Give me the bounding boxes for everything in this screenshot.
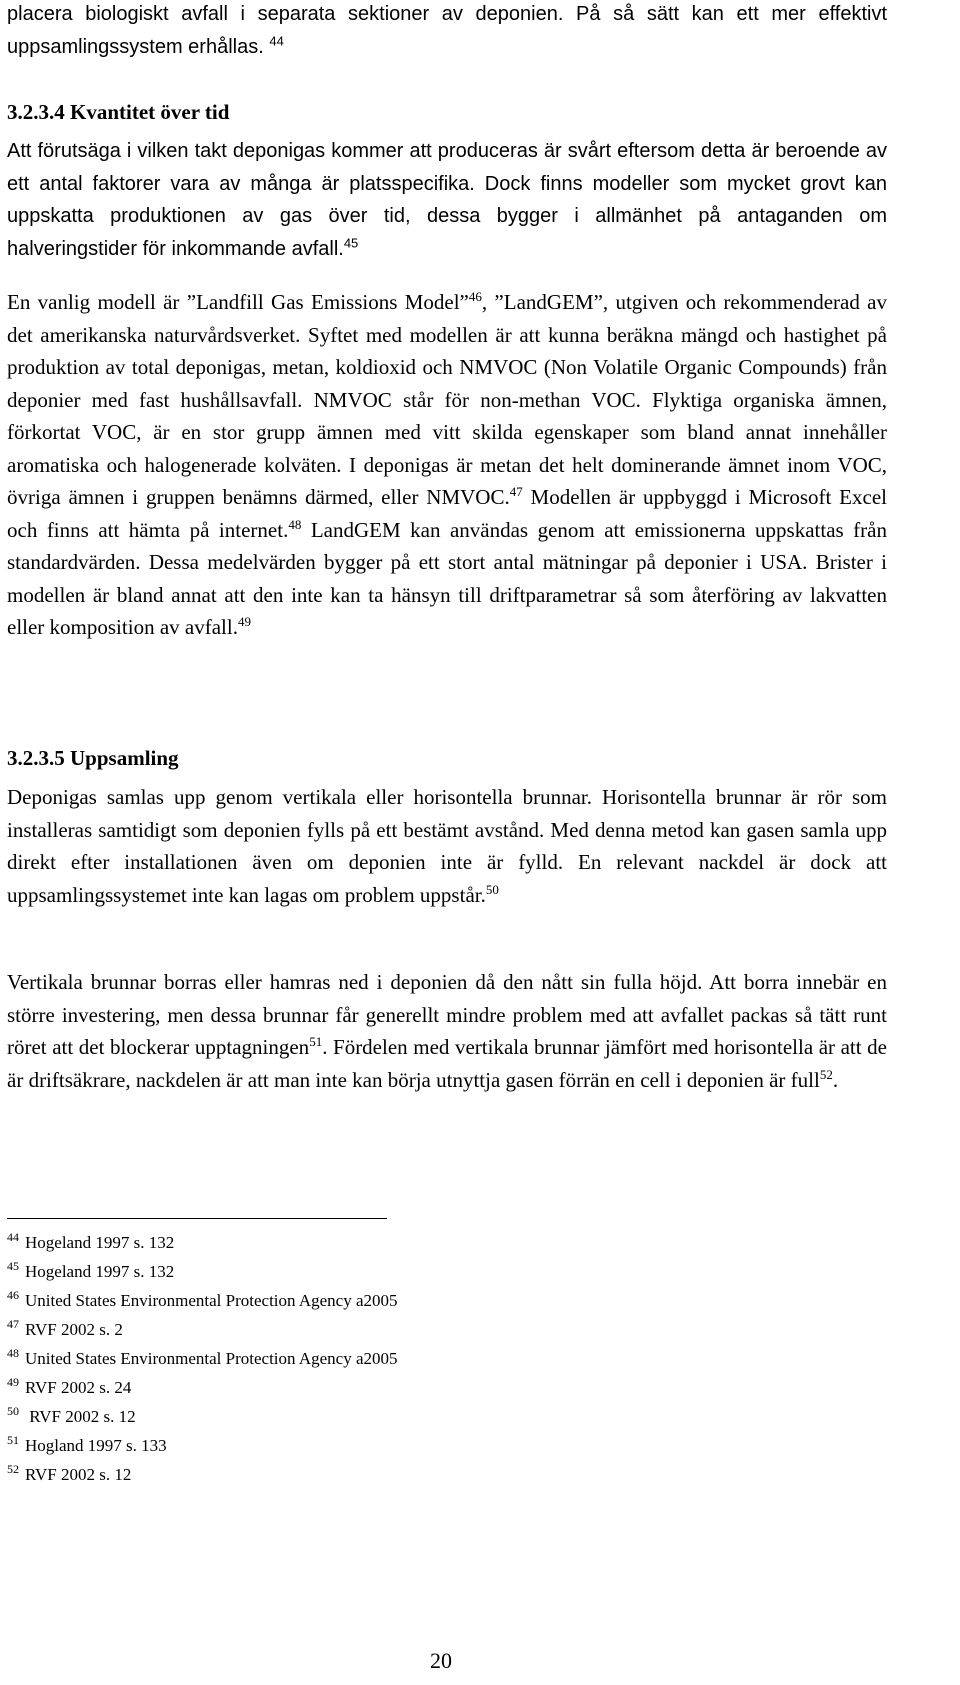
- footnote-ref[interactable]: 46: [468, 289, 482, 304]
- footnote-number: 49: [7, 1375, 19, 1390]
- footnote-number: 45: [7, 1259, 19, 1274]
- footnote-item: $^{45}$ Hogeland 1997 s. 132: [7, 1259, 175, 1281]
- footnote-item: $^{49}$ RVF 2002 s. 24: [7, 1375, 132, 1397]
- footnote-item: $^{51}$ Hogland 1997 s. 133: [7, 1433, 167, 1455]
- footnote-number: 47: [7, 1317, 19, 1332]
- section-heading-kvantitet: 3.2.3.4 Kvantitet över tid: [7, 100, 230, 124]
- uppsamling-paragraph-2: Vertikala brunnar borras eller hamras ned i deponien då den nått sin fulla höjd. Att borra innebär en större investering, men dessa brunnar får generellt mindre problem med att avfallet packas så tätt runt röret att det blockerar upptagningen$^{51}$. Fördelen med vertikala brunnar jämfört med horisontella är att de är driftsäkrare, nackdelen är att man inte kan börja utnyttja gasen förrän en cell i deponien är full$^{52}$.: [7, 970, 887, 1092]
- footnote-number: 50: [7, 1404, 19, 1419]
- footnote-ref[interactable]: 51: [309, 1034, 323, 1049]
- footnotes-list: [7, 1228, 398, 1489]
- footnote-item: $^{46}$ United States Environmental Protection Agency a2005: [7, 1288, 398, 1310]
- footnote-ref[interactable]: 45: [343, 234, 359, 250]
- footnote-number: 46: [7, 1288, 19, 1303]
- kvantitet-paragraph-1: Att förutsäga i vilken takt deponigas kommer att produceras är svårt eftersom detta är beroende av ett antal faktorer vara av många är platsspecifika. Dock finns modeller som mycket grovt kan uppskatta produktionen av gas över tid, dessa bygger i allmänhet på antaganden om halveringstider för inkommande avfall.$^{45}$: [7, 140, 887, 260]
- footnote-ref[interactable]: 48: [288, 516, 302, 532]
- footnote-item: $^{48}$ United States Environmental Protection Agency a2005: [7, 1346, 398, 1368]
- footnote-item: $^{47}$ RVF 2002 s. 2: [7, 1317, 123, 1339]
- uppsamling-paragraph-1: Deponigas samlas upp genom vertikala eller horisontella brunnar. Horisontella brunnar är rör som installeras samtidigt som deponien fylls på ett bestämt avstånd. Med denna metod kan gasen samla upp direkt efter installationen även om deponien inte är fylld. En relevant nackdel är dock att uppsamlingssystemet inte kan lagas om problem uppstår.$^{50}$: [7, 785, 887, 907]
- page-number: 20: [430, 1648, 452, 1673]
- footnote-number: 44: [7, 1230, 19, 1245]
- footnote-number: 51: [7, 1433, 19, 1448]
- section-heading-uppsamling: 3.2.3.5 Uppsamling: [7, 746, 179, 770]
- footnote-ref[interactable]: 52: [819, 1066, 833, 1082]
- kvantitet-paragraph-2: En vanlig modell är ”Landfill Gas Emissions Model”$^{46}$, ”LandGEM”, utgiven och rekommenderad av det amerikanska naturvårdsverket. Syftet med modellen är att kunna beräkna mängd och hastighet på produktion av total deponigas, metan, koldioxid och NMVOC (Non Volatile Organic Compounds) från deponier med fast hushållsavfall. NMVOC står för non-methan VOC. Flyktiga organiska ämnen, förkortat VOC, är en stor grupp ämnen med vitt skilda egenskaper som bland annat innehåller aromatiska och halogenerade kolväten. I deponigas är metan det helt dominerande ämnet inom VOC, övriga ämnen i gruppen benämns därmed, eller NMVOC.$^{47}$ Modellen är uppbyggd i Microsoft Excel och finns att hämta på internet.$^{48}$ LandGEM kan användas genom att emissionerna uppskattas från standardvärden. Dessa medelvärden bygger på ett stort antal mätningar på deponier i USA. Brister i modellen är bland annat att den inte kan ta hänsyn till driftparametrar så som återföring av lakvatten eller komposition av avfall.$^{49}$: [7, 289, 888, 639]
- footnote-item: $^{44}$ Hogeland 1997 s. 132: [7, 1230, 175, 1252]
- footnote-ref[interactable]: 50: [485, 881, 499, 897]
- footnote-number: 48: [7, 1346, 19, 1361]
- footnote-number: 52: [7, 1462, 19, 1477]
- footnote-divider: [7, 1218, 387, 1219]
- footnote-item: $^{50}$ RVF 2002 s. 12: [7, 1404, 136, 1426]
- footnote-ref[interactable]: 44: [269, 32, 284, 48]
- footnote-ref[interactable]: 49: [237, 614, 251, 629]
- footnote-ref[interactable]: 47: [509, 484, 523, 499]
- footnote-item: $^{52}$ RVF 2002 s. 12: [7, 1462, 132, 1484]
- intro-paragraph: placera biologiskt avfall i separata sektioner av deponien. På så sätt kan ett mer effektivt uppsamlingssystem erhållas. $^{44}$: [7, 3, 887, 58]
